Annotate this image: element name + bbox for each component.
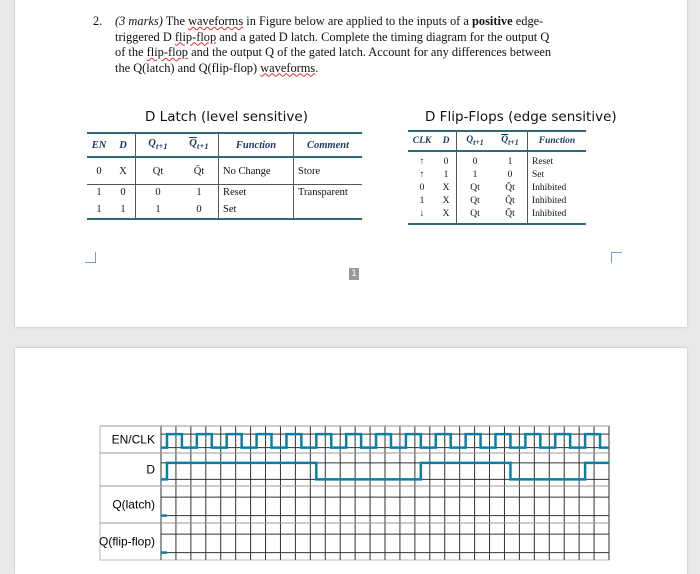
page-2	[15, 348, 687, 574]
q-text-c: edge-	[515, 14, 544, 28]
q-flipflop-1: flip-flop	[174, 29, 217, 44]
th-q: $Q_{t+1}$	[136, 133, 181, 157]
th-en: EN	[87, 133, 111, 157]
table-row: ↑ 1 1 0 Set	[408, 169, 586, 182]
table-row: ↑ 0 0 1 Reset	[408, 151, 586, 169]
th-qbar: $\overline{Q}_{t+1}$	[493, 131, 528, 151]
page-number: 1	[349, 268, 359, 280]
q-line4-end: .	[315, 60, 319, 75]
latch-table-title: D Latch (level sensitive)	[145, 109, 308, 125]
q-line2b: and a gated D latch. Complete the timing diagram for the output Q	[219, 29, 550, 44]
table-row: ↓ X Qt Q̄t Inhibited	[408, 208, 586, 224]
signal-label: EN/CLK	[111, 432, 155, 447]
q-waveforms-2: waveforms	[260, 60, 316, 75]
marks: (3 marks)	[115, 14, 163, 28]
th-d: D	[111, 133, 136, 157]
signal-label: Q(latch)	[112, 497, 155, 512]
flipflop-truth-table	[408, 130, 586, 225]
table-row: 0 X Qt Q̄t No Change Store	[87, 157, 362, 185]
th-comment: Comment	[294, 133, 363, 157]
q-line3b: and the output Q of the gated latch. Account for any differences between	[191, 45, 552, 59]
question-text	[93, 14, 625, 76]
timing-diagram	[15, 348, 687, 574]
ff-table-title: D Flip-Flops (edge sensitive)	[425, 109, 617, 125]
margin-mark-left	[85, 252, 96, 263]
th-function: Function	[219, 133, 294, 157]
th-d: D	[436, 131, 457, 151]
th-q: $Q_{t+1}$	[457, 131, 494, 151]
margin-mark-right	[611, 252, 622, 263]
q-text-b: in Figure below are applied to the inputs of a	[246, 14, 469, 28]
q-positive: positive	[472, 14, 513, 28]
q-text-a: The	[165, 14, 185, 28]
q-line4a: the Q(latch) and Q(flip-flop)	[115, 60, 258, 75]
question-number: 2.	[93, 14, 103, 28]
latch-truth-table	[87, 132, 362, 220]
q-line3a: of the	[115, 45, 144, 59]
q-waveforms: waveforms	[188, 14, 244, 28]
table-row: 0 X Qt Q̄t Inhibited	[408, 182, 586, 195]
th-clk: CLK	[408, 131, 436, 151]
table-row: 1 1 1 0 Set	[87, 200, 362, 219]
page-1	[15, 0, 687, 327]
table-row: 1 0 0 1 Reset Transparent	[87, 185, 362, 201]
table-row: 1 X Qt Q̄t Inhibited	[408, 195, 586, 208]
signal-label: Q(flip-flop)	[98, 534, 155, 549]
th-qbar: $\overline{Q}_{t+1}$	[180, 133, 219, 157]
signal-label: D	[146, 462, 155, 477]
q-line2a: triggered D	[115, 29, 172, 44]
th-function: Function	[528, 131, 587, 151]
q-flipflop-2: flip-flop	[146, 45, 188, 59]
